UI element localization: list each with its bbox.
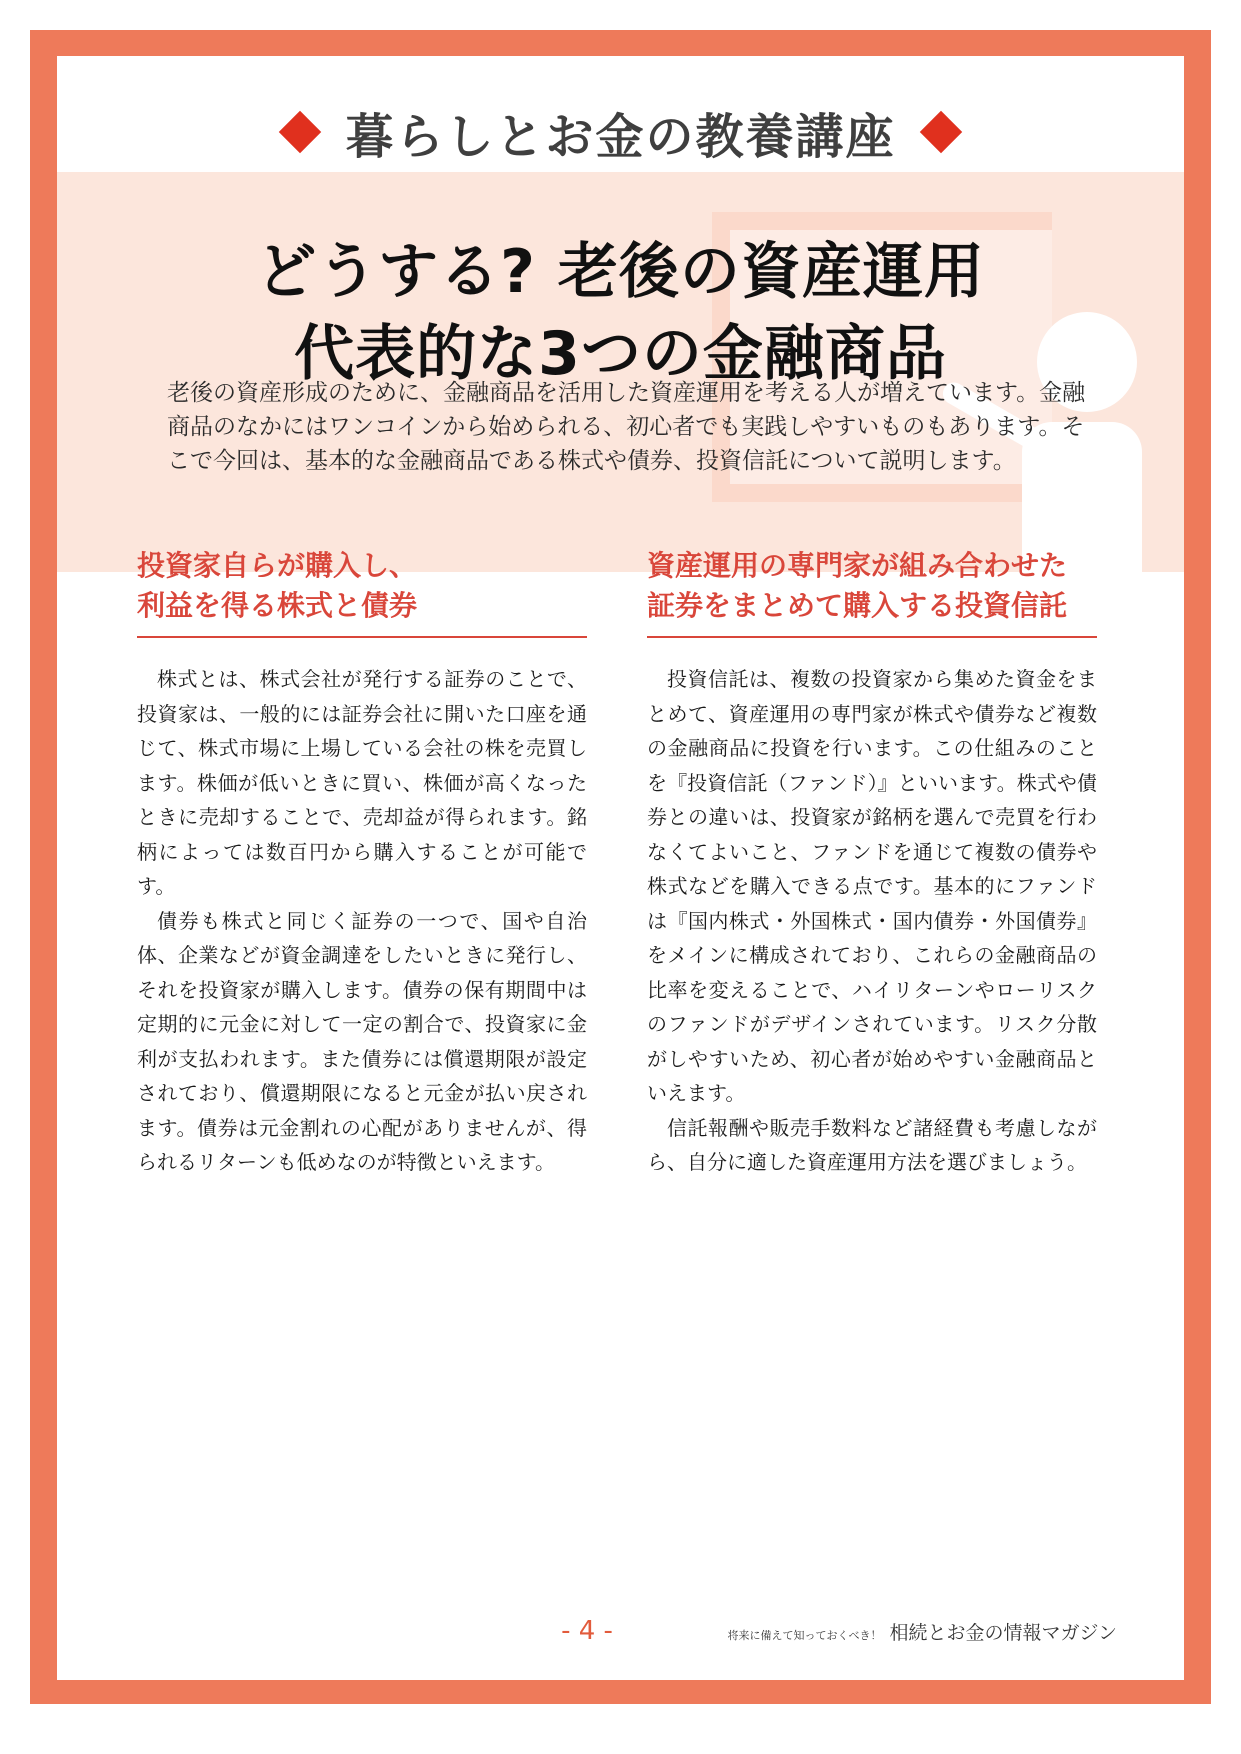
heading-line-1: 資産運用の専門家が組み合わせた (647, 549, 1068, 582)
heading-line-1: 投資家自らが購入し、 (137, 549, 418, 582)
section-body (137, 662, 587, 1180)
magazine-name: 相続とお金の情報マガジン (889, 1622, 1117, 1644)
title-line-2: 代表的な3つの金融商品 (294, 319, 947, 389)
heading-line-2: 利益を得る株式と債券 (137, 589, 418, 622)
paragraph-stocks: 株式とは、株式会社が発行する証券のことで、投資家は、一般的には証券会社に開いた口座を通じて、株式市場に上場している会社の株を売買します。株価が低いときに買い、株価が高くなったときに売却することで、売却益が得られます。銘柄によっては数百円から購入することが可能です。 (137, 667, 587, 898)
series-header (57, 86, 1184, 178)
heading-line-2: 証券をまとめて購入する投資信託 (647, 589, 1068, 622)
diamond-icon-right (919, 111, 961, 153)
column-stocks-bonds (137, 546, 587, 1180)
column-investment-trust (647, 546, 1097, 1180)
lead-paragraph: 老後の資産形成のために、金融商品を活用した資産運用を考える人が増えています。金融商品のなかにはワンコインから始められる、初心者でも実践しやすいものもあります。そこで今回は、基本的な金融商品である株式や債券、投資信託について説明します。 (167, 380, 1086, 474)
title-line-1: どうする? 老後の資産運用 (256, 237, 985, 307)
paragraph-investment-trust: 投資信託は、複数の投資家から集めた資金をまとめて、資産運用の専門家が株式や債券など複数の金融商品に投資を行います。この仕組みのことを『投資信託（ファンド）』といいます。株式や債券との違いは、投資家が銘柄を選んで売買を行わなくてよいこと、ファンドを通じて複数の債券や株式などを購入できる点です。基本的にファンドは『国内株式・外国株式・国内債券・外国債券』をメインに構成されており、これらの金融商品の比率を変えることで、ハイリターンやローリスクのファンドがデザインされています。リスク分散がしやすいため、初心者が始めやすい金融商品といえます。 (647, 667, 1097, 1105)
paragraph-bonds: 債券も株式と同じく証券の一つで、国や自治体、企業などが資金調達をしたいときに発行し、それを投資家が購入します。債券の保有期間中は定期的に元金に対して一定の割合で、投資家に金利が支払われます。また債券には償還期限が設定されており、償還期限になると元金が払い戻されます。債券は元金割れの心配がありませんが、得られるリターンも低めなのが特徴といえます。 (137, 908, 587, 1174)
series-title: 暮らしとお金の教養講座 (345, 108, 896, 165)
diamond-icon-left (279, 111, 321, 153)
section-heading-investment-trust (647, 546, 1097, 638)
magazine-tagline: 将来に備えて知っておくべき！ (727, 1629, 882, 1642)
page-title (57, 231, 1184, 395)
page-number: - 4 - (561, 1616, 613, 1646)
page-content (57, 56, 1184, 1680)
section-body (647, 662, 1097, 1180)
section-heading-stocks-bonds (137, 546, 587, 638)
paragraph-costs: 信託報酬や販売手数料など諸経費も考慮しながら、自分に適した資産運用方法を選びましょう。 (647, 1115, 1097, 1174)
magazine-footer (667, 1618, 1117, 1645)
